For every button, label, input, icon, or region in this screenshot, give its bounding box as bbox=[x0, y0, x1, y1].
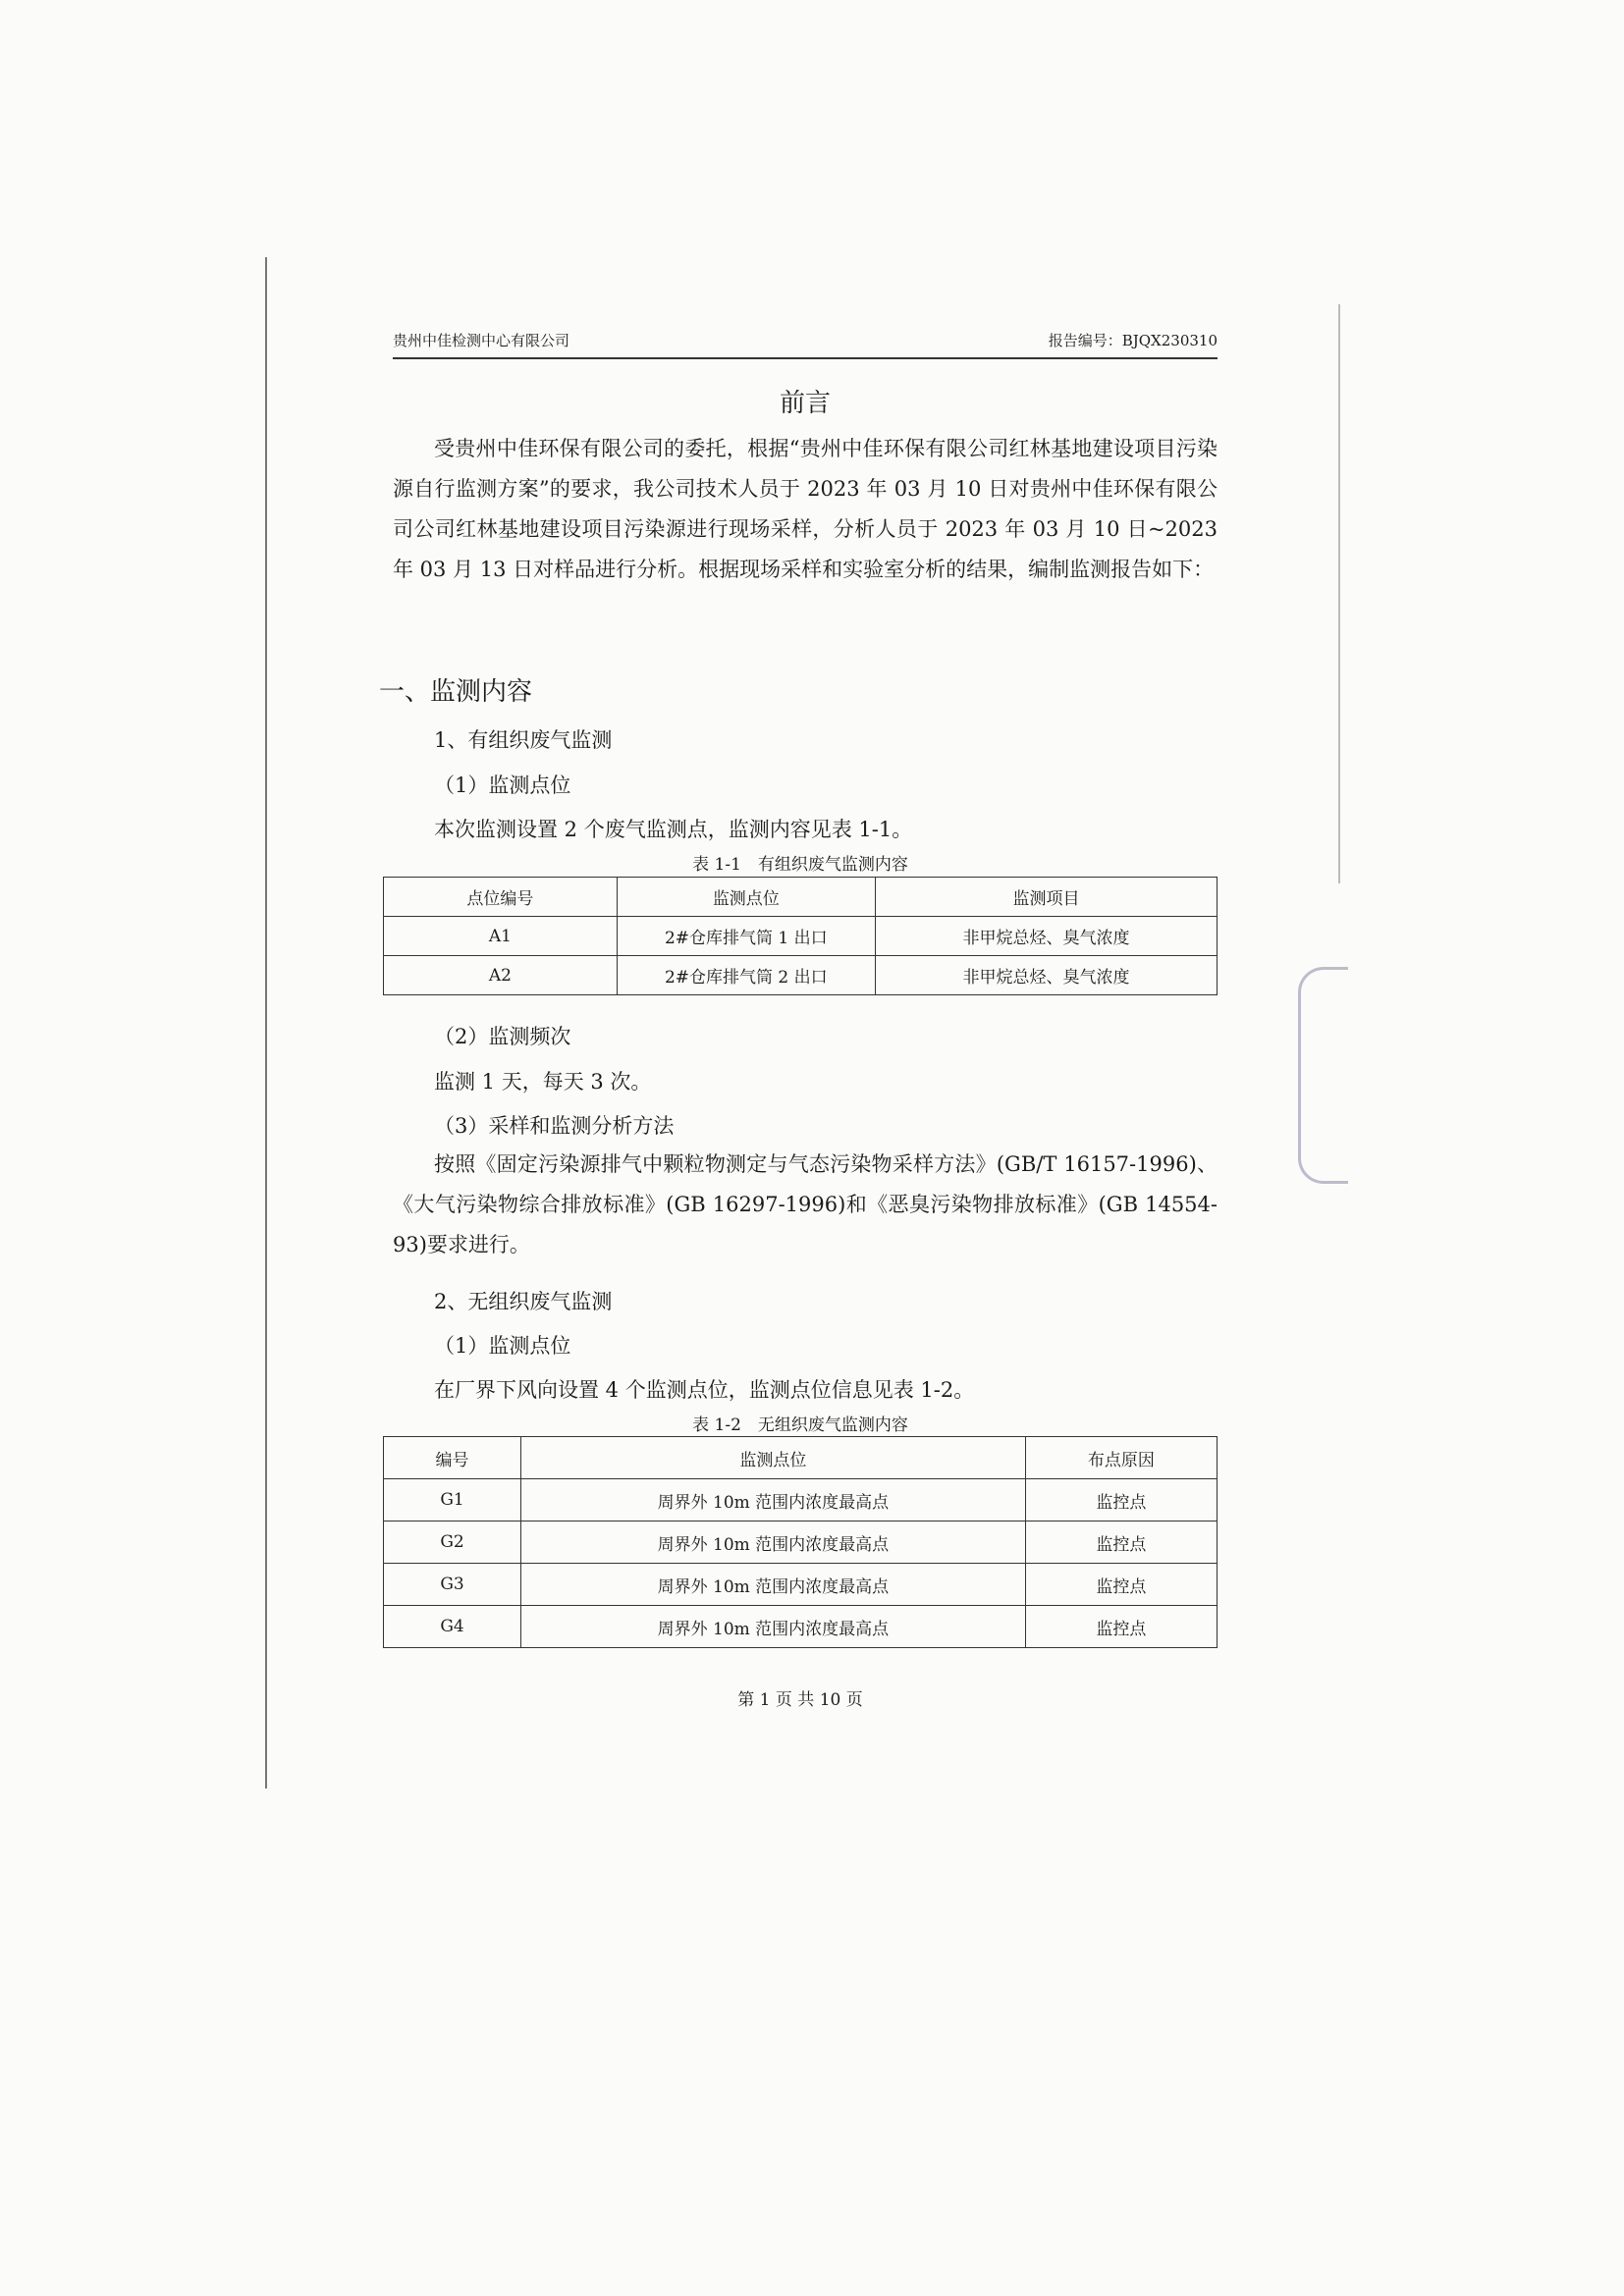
point-text-1: 本次监测设置 2 个废气监测点，监测内容见表 1-1。 bbox=[434, 818, 913, 841]
table-header-row bbox=[384, 878, 1218, 917]
frequency-text: 监测 1 天，每天 3 次。 bbox=[434, 1070, 652, 1094]
table-cell: 监控点 bbox=[1025, 1606, 1217, 1648]
page-header bbox=[393, 330, 1218, 359]
table-cell: A1 bbox=[384, 917, 618, 956]
binding-line bbox=[265, 257, 267, 1789]
section-heading-monitoring-content: 一、监测内容 bbox=[379, 677, 533, 707]
table-header-cell: 编号 bbox=[384, 1437, 521, 1479]
table-cell: G2 bbox=[384, 1522, 521, 1564]
header-report-number: 报告编号：BJQX230310 bbox=[1048, 332, 1218, 349]
table-cell: 2#仓库排气筒 1 出口 bbox=[617, 917, 875, 956]
table-cell: 2#仓库排气筒 2 出口 bbox=[617, 956, 875, 995]
table-row bbox=[384, 1479, 1218, 1522]
table-header-cell: 监测点位 bbox=[521, 1437, 1026, 1479]
table-row bbox=[384, 917, 1218, 956]
page-footer: 第 1 页 共 10 页 bbox=[737, 1690, 863, 1710]
table-row bbox=[384, 1606, 1218, 1648]
page-edge-line bbox=[1338, 304, 1340, 883]
table-header-cell: 布点原因 bbox=[1025, 1437, 1217, 1479]
table-cell: A2 bbox=[384, 956, 618, 995]
table-cell: 周界外 10m 范围内浓度最高点 bbox=[521, 1522, 1026, 1564]
subsection-heading-organized-gas: 1、有组织废气监测 bbox=[434, 728, 613, 752]
seal-stamp bbox=[1298, 967, 1348, 1184]
table-organized-gas bbox=[383, 877, 1218, 995]
point-heading-1: （1）监测点位 bbox=[434, 774, 571, 797]
table-fugitive-gas bbox=[383, 1436, 1218, 1648]
table-header-row bbox=[384, 1437, 1218, 1479]
table-2-caption: 表 1-2 无组织废气监测内容 bbox=[692, 1415, 908, 1435]
table-cell: 非甲烷总烃、臭气浓度 bbox=[875, 917, 1217, 956]
table-row bbox=[384, 956, 1218, 995]
table-cell: 监控点 bbox=[1025, 1479, 1217, 1522]
table-cell: 监控点 bbox=[1025, 1522, 1217, 1564]
table-row bbox=[384, 1522, 1218, 1564]
point-text-2: 在厂界下风向设置 4 个监测点位，监测点位信息见表 1-2。 bbox=[434, 1378, 975, 1402]
point-heading-2: （1）监测点位 bbox=[434, 1334, 571, 1358]
table-cell: G4 bbox=[384, 1606, 521, 1648]
page-title: 前言 bbox=[779, 389, 831, 418]
table-cell: 周界外 10m 范围内浓度最高点 bbox=[521, 1479, 1026, 1522]
table-header-cell: 点位编号 bbox=[384, 878, 618, 917]
table-header-cell: 监测点位 bbox=[617, 878, 875, 917]
table-cell: 周界外 10m 范围内浓度最高点 bbox=[521, 1606, 1026, 1648]
method-heading: （3）采样和监测分析方法 bbox=[434, 1114, 675, 1138]
header-company: 贵州中佳检测中心有限公司 bbox=[393, 332, 570, 349]
intro-paragraph: 受贵州中佳环保有限公司的委托，根据“贵州中佳环保有限公司红林基地建设项目污染源自行监测方案”的要求，我公司技术人员于 2023 年 03 月 10 日对贵州中佳环保有限公司公司红林基地建设项目污染源进行现场采样，分析人员于 2023 年 03 月 10 日~2023 年 03 月 13 日对样品进行分析。根据现场采样和实验室分析的结果，编制监测报告如下： bbox=[393, 437, 1218, 581]
method-text: 按照《固定污染源排气中颗粒物测定与气态污染物采样方法》(GB/T 16157-1996)、《大气污染物综合排放标准》(GB 16297-1996)和《恶臭污染物排放标准》(GB 14554-93)要求进行。 bbox=[393, 1152, 1218, 1256]
table-cell: 监控点 bbox=[1025, 1564, 1217, 1606]
table-cell: 周界外 10m 范围内浓度最高点 bbox=[521, 1564, 1026, 1606]
frequency-heading: （2）监测频次 bbox=[434, 1025, 571, 1048]
table-row bbox=[384, 1564, 1218, 1606]
table-cell: G1 bbox=[384, 1479, 521, 1522]
table-cell: G3 bbox=[384, 1564, 521, 1606]
table-1-caption: 表 1-1 有组织废气监测内容 bbox=[692, 855, 908, 875]
subsection-heading-fugitive-gas: 2、无组织废气监测 bbox=[434, 1290, 613, 1313]
table-header-cell: 监测项目 bbox=[875, 878, 1217, 917]
table-cell: 非甲烷总烃、臭气浓度 bbox=[875, 956, 1217, 995]
